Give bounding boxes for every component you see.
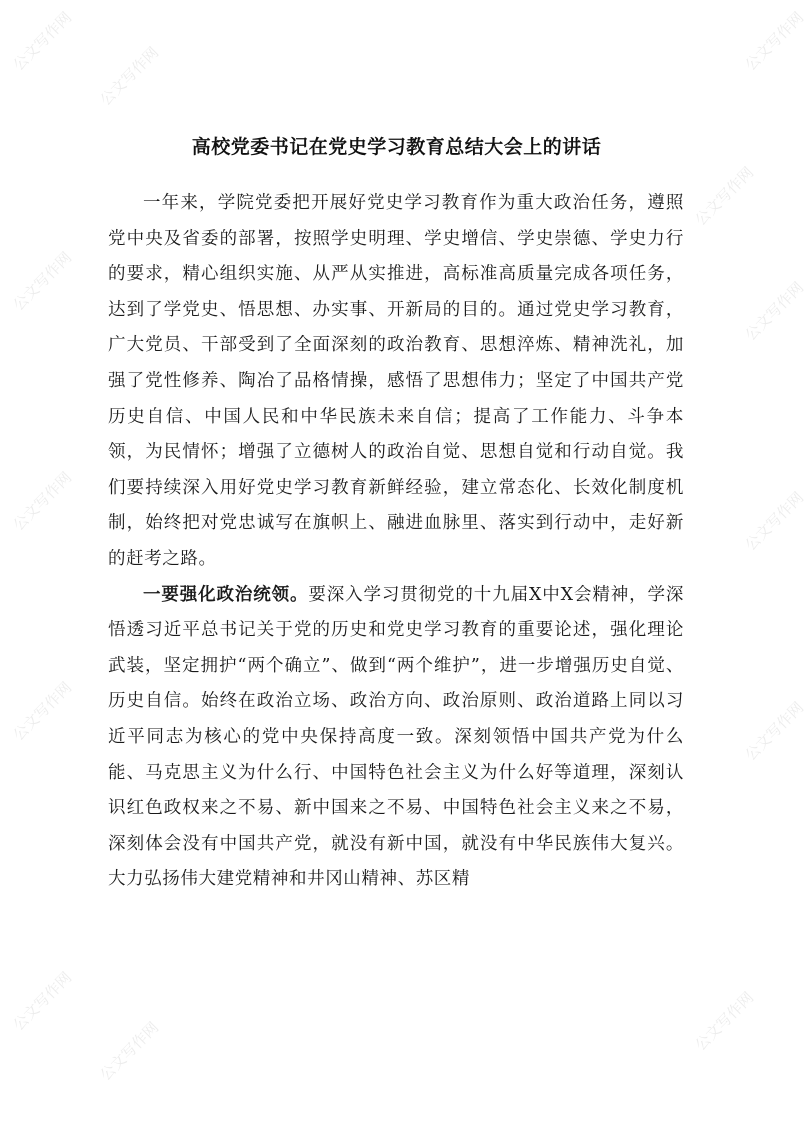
paragraph-text: 一年来，学院党委把开展好党史学习教育作为重大政治任务，遵照党中央及省委的部署，按照学史明理、学史增信、学史崇德、学史力行的要求，精心组织实施、从严从实推进，高标准高质量完成各项任务，达到了学党史、悟思想、办实事、开新局的目的。通过党史学习教育，广大党员、干部受到了全面深刻的政治教育、思想淬炼、精神洗礼，加强了党性修养、陶冶了品格情操，感悟了思想伟力；坚定了中国共产党历史自信、中国人民和中华民族未来自信；提高了工作能力、斗争本领，为民情怀；增强了立德树人的政治自觉、思想自觉和行动自觉。我们要持续深入用好党史学习教育新鲜经验，建立常态化、长效化制度机制，始终把对党忠诚写在旗帜上、融进血脉里、落实到行动中，走好新的赶考之路。: [108, 193, 684, 569]
watermark: 公文写作网: [741, 8, 808, 75]
watermark: 公文写作网: [9, 8, 76, 75]
watermark: 公文写作网: [9, 678, 76, 745]
paragraph: [108, 578, 684, 898]
document-title: 高校党委书记在党史学习教育总结大会上的讲话: [191, 136, 602, 158]
watermark: 公文写作网: [96, 43, 163, 110]
watermark: 公文写作网: [9, 468, 76, 535]
paragraph-text: 要深入学习贯彻党的十九届X中X会精神，学深悟透习近平总书记关于党的历史和党史学习教育的重要论述，强化理论武装，坚定拥护“两个确立”、做到“两个维护”，进一步增强历史自觉、历史自信。始终在政治立场、政治方向、政治原则、政治道路上同以习近平同志为核心的党中央保持高度一致。深刻领悟中国共产党为什么能、马克思主义为什么行、中国特色社会主义为什么好等道理，深刻认识红色政权来之不易、新中国来之不易、中国特色社会主义来之不易，深刻体会没有中国共产党，就没有新中国，就没有中华民族伟大复兴。大力弘扬伟大建党精神和井冈山精神、苏区精: [108, 584, 684, 890]
watermark: 公文写作网: [9, 248, 76, 315]
watermark: 公文写作网: [741, 698, 808, 765]
watermark: 公文写作网: [741, 278, 808, 345]
paragraph-lead: 一要强化政治统领。: [143, 584, 309, 605]
watermark: 公文写作网: [741, 488, 808, 555]
watermark: 公文写作网: [9, 968, 76, 1035]
watermark: 公文写作网: [691, 163, 758, 230]
paragraph: [108, 186, 684, 578]
watermark: 公文写作网: [96, 1018, 163, 1085]
watermark: 公文写作网: [691, 988, 758, 1055]
document-body: [108, 186, 684, 898]
